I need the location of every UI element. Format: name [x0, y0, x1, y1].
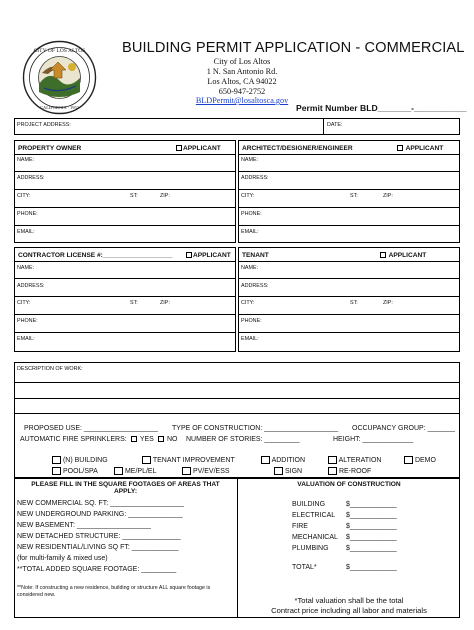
contractor-phone-field[interactable]: PHONE: — [17, 318, 38, 324]
architect-phone-field[interactable]: PHONE: — [241, 211, 262, 217]
architect-header: ARCHITECT/DESIGNER/ENGINEER — [242, 145, 353, 152]
tenant-improvement-checkbox[interactable]: TENANT IMPROVEMENT — [142, 456, 235, 464]
owner-applicant-checkbox[interactable]: APPLICANT — [176, 145, 221, 152]
architect-city-field[interactable]: CITY: — [241, 193, 255, 199]
tenant-phone-field[interactable]: PHONE: — [241, 318, 262, 324]
occupancy-group-field[interactable]: OCCUPANCY GROUP: _______ — [352, 425, 455, 432]
tenant-section — [238, 247, 460, 352]
total-valuation-field[interactable]: $____________ — [346, 564, 397, 571]
city-seal-logo — [22, 40, 97, 115]
tenant-zip-field[interactable]: ZIP: — [383, 300, 393, 306]
architect-zip-field[interactable]: ZIP: — [383, 193, 393, 199]
plumbing-valuation-field[interactable]: $____________ — [346, 545, 397, 552]
permit-email-link[interactable]: BLDPermit@losaltosca.gov — [195, 96, 289, 105]
height-field[interactable]: HEIGHT: _____________ — [333, 436, 414, 443]
valuation-header: VALUATION OF CONSTRUCTION — [297, 481, 401, 488]
building-valuation-field[interactable]: $____________ — [346, 501, 397, 508]
property-owner-section — [14, 140, 236, 243]
architect-email-field[interactable]: EMAIL: — [241, 229, 259, 235]
form-title: BUILDING PERMIT APPLICATION - COMMERCIAL — [122, 40, 465, 56]
plumbing-valuation-label: PLUMBING — [292, 545, 329, 552]
contractor-name-field[interactable]: NAME: — [17, 265, 35, 271]
contractor-address-field[interactable]: ADDRESS: — [17, 283, 45, 289]
demo-checkbox[interactable]: DEMO — [404, 456, 436, 464]
tenant-email-field[interactable]: EMAIL: — [241, 336, 259, 342]
contractor-zip-field[interactable]: ZIP: — [160, 300, 170, 306]
addition-checkbox[interactable]: ADDITION — [261, 456, 305, 464]
description-of-work-label: DESCRIPTION OF WORK: — [17, 366, 83, 372]
owner-address-field[interactable]: ADDRESS: — [17, 175, 45, 181]
svg-text:CITY OF LOS ALTOS: CITY OF LOS ALTOS — [33, 48, 86, 54]
description-of-work-textarea[interactable] — [15, 372, 459, 412]
re-roof-checkbox[interactable]: RE-ROOF — [328, 467, 371, 475]
building-valuation-label: BUILDING — [292, 501, 326, 508]
valuation-note-line1: *Total valuation shall be the total — [294, 596, 404, 605]
svg-text:CALIFORNIA · 1952: CALIFORNIA · 1952 — [40, 105, 79, 110]
residential-note: (for multi-family & mixed use) — [17, 555, 108, 562]
new-basement-field[interactable]: NEW BASEMENT: ___________________ — [17, 522, 151, 529]
construction-type-field[interactable]: TYPE OF CONSTRUCTION: ___________________ — [172, 425, 339, 432]
contractor-state-field[interactable]: ST: — [130, 300, 138, 306]
tenant-applicant-checkbox[interactable]: APPLICANT — [380, 252, 426, 259]
mechanical-valuation-field[interactable]: $____________ — [346, 534, 397, 541]
divider — [323, 118, 324, 135]
fire-valuation-label: FIRE — [292, 523, 308, 530]
pool-spa-checkbox[interactable]: POOL/SPA — [52, 467, 98, 475]
tenant-header: TENANT — [242, 252, 269, 259]
project-address-row — [14, 118, 460, 135]
alteration-checkbox[interactable]: ALTERATION — [328, 456, 381, 464]
electrical-valuation-label: ELECTRICAL — [292, 512, 336, 519]
city-name: City of Los Altos — [213, 57, 271, 66]
owner-phone-field[interactable]: PHONE: — [17, 211, 38, 217]
owner-email-field[interactable]: EMAIL: — [17, 229, 35, 235]
tenant-city-field[interactable]: CITY: — [241, 300, 255, 306]
owner-zip-field[interactable]: ZIP: — [160, 193, 170, 199]
owner-city-field[interactable]: CITY: — [17, 193, 31, 199]
property-owner-header: PROPERTY OWNER — [18, 145, 82, 152]
city-street: 1 N. San Antonio Rd. — [206, 67, 278, 76]
mechanical-valuation-label: MECHANICAL — [292, 534, 338, 541]
new-detached-structure-field[interactable]: NEW DETACHED STRUCTURE: _______________ — [17, 533, 181, 540]
square-footage-note: **Note: If constructing a new residence, building or structure ALL square footage is considered new. — [17, 585, 211, 598]
tenant-state-field[interactable]: ST: — [350, 300, 358, 306]
architect-applicant-checkbox[interactable]: APPLICANT — [397, 145, 443, 152]
tenant-address-field[interactable]: ADDRESS: — [241, 283, 269, 289]
total-added-sqft-field[interactable]: **TOTAL ADDED SQUARE FOOTAGE: _________ — [17, 566, 177, 573]
square-footage-header: PLEASE FILL IN THE SQUARE FOOTAGES OF AREAS THAT APPLY: — [31, 481, 220, 495]
architect-name-field[interactable]: NAME: — [241, 157, 259, 163]
permit-number-label: Permit Number BLD_______-___________ — [296, 103, 467, 113]
sprinklers-yes-checkbox[interactable]: YES — [131, 436, 154, 443]
valuation-note-line2: Contract price including all labor and materials — [271, 606, 427, 615]
city-phone: 650-947-2752 — [218, 87, 266, 96]
fire-sprinklers-label: AUTOMATIC FIRE SPRINKLERS: — [20, 436, 127, 443]
sign-checkbox[interactable]: SIGN — [274, 467, 302, 475]
contractor-email-field[interactable]: EMAIL: — [17, 336, 35, 342]
new-residential-sqft-field[interactable]: NEW RESIDENTIAL/LIVING SQ FT: ____________ — [17, 544, 179, 551]
proposed-use-field[interactable]: PROPOSED USE: ___________________ — [24, 425, 158, 432]
contractor-city-field[interactable]: CITY: — [17, 300, 31, 306]
total-valuation-label: TOTAL* — [292, 564, 317, 571]
me-pl-el-checkbox[interactable]: ME/PL/EL — [114, 467, 156, 475]
contractor-section — [14, 247, 236, 352]
owner-name-field[interactable]: NAME: — [17, 157, 35, 163]
pv-ev-ess-checkbox[interactable]: PV/EV/ESS — [182, 467, 230, 475]
electrical-valuation-field[interactable]: $____________ — [346, 512, 397, 519]
city-state-zip: Los Altos, CA 94022 — [207, 77, 277, 86]
project-address-field[interactable]: PROJECT ADDRESS: — [17, 122, 71, 128]
architect-section — [238, 140, 460, 243]
tenant-name-field[interactable]: NAME: — [241, 265, 259, 271]
new-underground-parking-field[interactable]: NEW UNDERGROUND PARKING: ______________ — [17, 511, 183, 518]
contractor-applicant-checkbox[interactable]: APPLICANT — [186, 252, 231, 259]
n-building-checkbox[interactable]: (N) BUILDING — [52, 456, 108, 464]
fire-valuation-field[interactable]: $____________ — [346, 523, 397, 530]
number-of-stories-field[interactable]: NUMBER OF STORIES: _________ — [186, 436, 300, 443]
new-commercial-sqft-field[interactable]: NEW COMMERCIAL SQ. FT: ___________________ — [17, 500, 185, 507]
sprinklers-no-checkbox[interactable]: NO — [158, 436, 177, 443]
date-field[interactable]: DATE: — [327, 122, 343, 128]
contractor-header: CONTRACTOR LICENSE #:___________________ — [18, 252, 173, 259]
architect-state-field[interactable]: ST: — [350, 193, 358, 199]
owner-state-field[interactable]: ST: — [130, 193, 138, 199]
architect-address-field[interactable]: ADDRESS: — [241, 175, 269, 181]
